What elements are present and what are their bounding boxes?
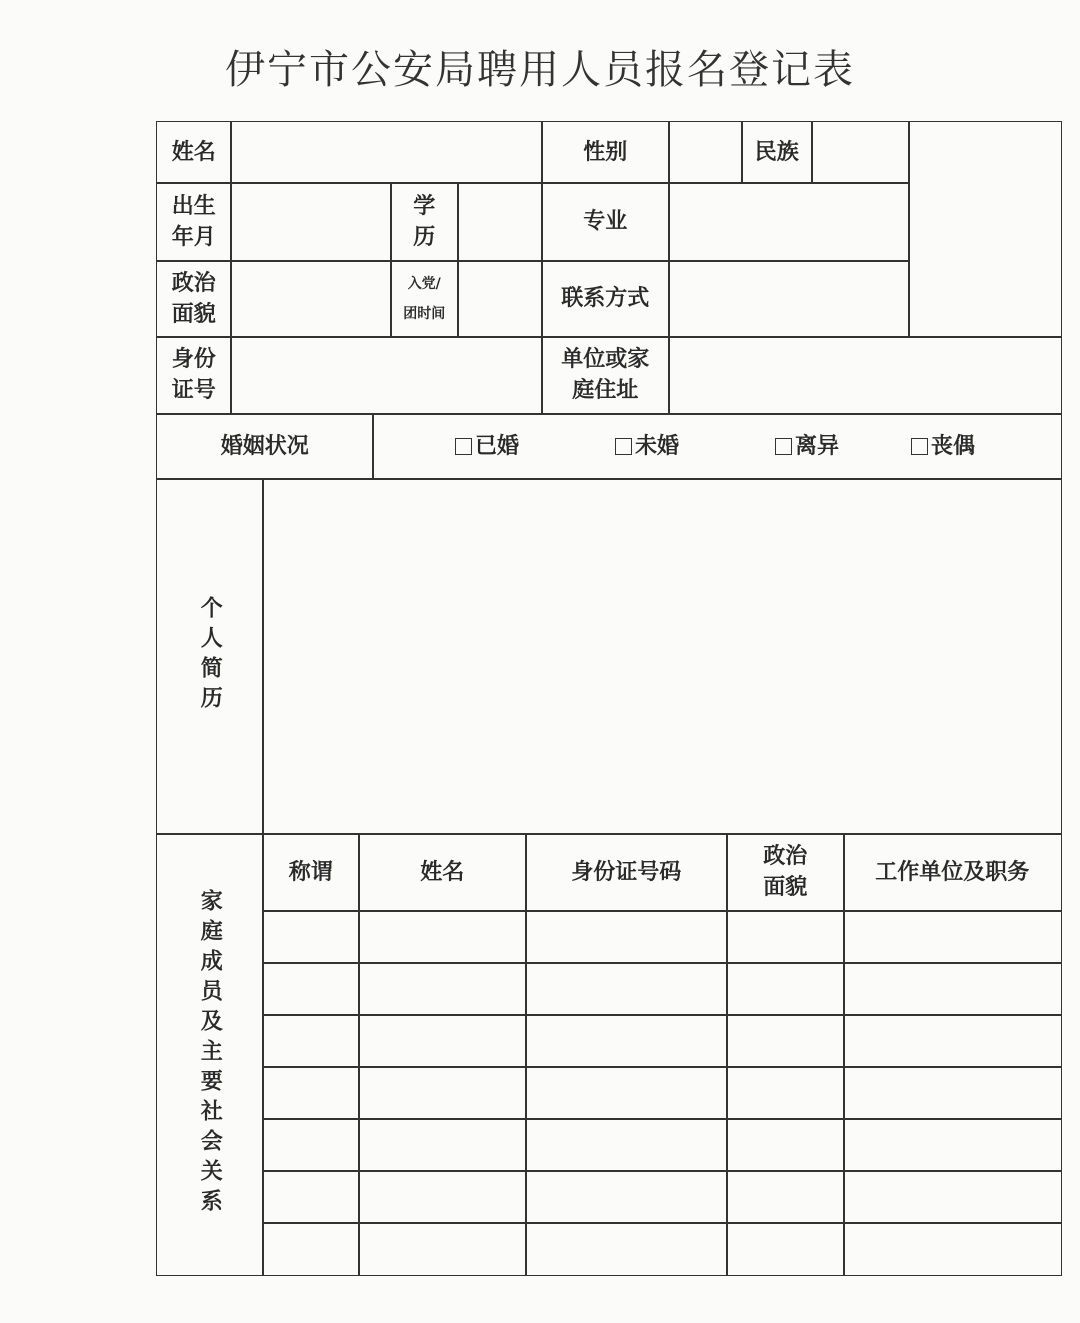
family-row-5-cell-4[interactable] xyxy=(726,1118,845,1172)
marital-option-label: 已婚 xyxy=(475,433,520,459)
family-row-2-cell-1[interactable] xyxy=(262,962,360,1016)
family-row-5-cell-5[interactable] xyxy=(843,1118,1062,1172)
label-party-date-text: 入党/ 团时间 xyxy=(403,275,446,322)
family-row-4-cell-5[interactable] xyxy=(843,1066,1062,1120)
family-row-6-cell-3[interactable] xyxy=(525,1170,728,1224)
label-political-text: 政治 面貌 xyxy=(171,270,216,327)
family-row-7-cell-2[interactable] xyxy=(358,1222,527,1276)
family-row-6-cell-1[interactable] xyxy=(262,1170,360,1224)
education-field[interactable] xyxy=(457,182,543,262)
family-row-5-cell-3[interactable] xyxy=(525,1118,728,1172)
family-header-5 xyxy=(843,833,1062,912)
family-header-1-text: 称谓 xyxy=(288,859,333,885)
family-row-6-cell-5[interactable] xyxy=(843,1170,1062,1224)
family-row-3-cell-5[interactable] xyxy=(843,1014,1062,1068)
contact-field[interactable] xyxy=(668,260,910,338)
political-field[interactable] xyxy=(230,260,392,338)
family-row-1-cell-2[interactable] xyxy=(358,910,527,964)
checkbox-icon[interactable] xyxy=(775,438,792,455)
family-row-1-cell-5[interactable] xyxy=(843,910,1062,964)
family-row-7-cell-4[interactable] xyxy=(726,1222,845,1276)
family-row-3-cell-3[interactable] xyxy=(525,1014,728,1068)
family-row-4-cell-2[interactable] xyxy=(358,1066,527,1120)
label-resume-text: 个人简历 xyxy=(197,596,223,717)
family-header-5-text: 工作单位及职务 xyxy=(875,859,1030,885)
family-row-1-cell-3[interactable] xyxy=(525,910,728,964)
marital-options xyxy=(372,413,1062,480)
marital-option-2[interactable] xyxy=(615,414,679,479)
family-row-4-cell-4[interactable] xyxy=(726,1066,845,1120)
family-row-7-cell-5[interactable] xyxy=(843,1222,1062,1276)
label-gender xyxy=(541,121,670,184)
address-field[interactable] xyxy=(668,336,1062,415)
label-contact xyxy=(541,260,670,338)
ethnicity-field[interactable] xyxy=(811,121,910,184)
family-row-3-cell-4[interactable] xyxy=(726,1014,845,1068)
label-birth xyxy=(156,182,232,262)
family-row-2-cell-2[interactable] xyxy=(358,962,527,1016)
label-political xyxy=(156,260,232,338)
label-family-text: 家庭成员及主要社会关系 xyxy=(197,889,223,1220)
marital-option-1[interactable] xyxy=(455,414,519,479)
family-row-2-cell-5[interactable] xyxy=(843,962,1062,1016)
family-row-1-cell-1[interactable] xyxy=(262,910,360,964)
family-header-4-text: 政治 面貌 xyxy=(763,844,808,901)
family-row-4-cell-3[interactable] xyxy=(525,1066,728,1120)
family-row-1-cell-4[interactable] xyxy=(726,910,845,964)
family-row-6-cell-4[interactable] xyxy=(726,1170,845,1224)
major-field[interactable] xyxy=(668,182,910,262)
label-major xyxy=(541,182,670,262)
marital-option-label: 未婚 xyxy=(635,433,680,459)
family-row-2-cell-4[interactable] xyxy=(726,962,845,1016)
family-row-7-cell-1[interactable] xyxy=(262,1222,360,1276)
label-contact-text: 联系方式 xyxy=(561,286,650,312)
form-title: 伊宁市公安局聘用人员报名登记表 xyxy=(225,47,855,93)
family-header-3-text: 身份证号码 xyxy=(571,859,682,885)
label-education-text: 学 历 xyxy=(413,193,436,250)
family-header-1 xyxy=(262,833,360,912)
resume-field[interactable] xyxy=(262,478,1062,835)
marital-option-3[interactable] xyxy=(775,414,839,479)
birth-field[interactable] xyxy=(230,182,392,262)
family-row-3-cell-2[interactable] xyxy=(358,1014,527,1068)
photo-area[interactable] xyxy=(908,121,1062,338)
checkbox-icon[interactable] xyxy=(615,438,632,455)
marital-option-label: 丧偶 xyxy=(931,433,976,459)
marital-option-label: 离异 xyxy=(795,433,840,459)
family-header-2-text: 姓名 xyxy=(420,859,465,885)
label-birth-text: 出生 年月 xyxy=(171,193,216,250)
label-education xyxy=(390,182,459,262)
label-major-text: 专业 xyxy=(583,209,628,235)
checkbox-icon[interactable] xyxy=(455,438,472,455)
label-marital-text: 婚姻状况 xyxy=(220,433,309,459)
family-row-7-cell-3[interactable] xyxy=(525,1222,728,1276)
gender-field[interactable] xyxy=(668,121,743,184)
family-header-2 xyxy=(358,833,527,912)
family-row-6-cell-2[interactable] xyxy=(358,1170,527,1224)
family-row-5-cell-1[interactable] xyxy=(262,1118,360,1172)
family-row-5-cell-2[interactable] xyxy=(358,1118,527,1172)
marital-option-4[interactable] xyxy=(911,414,975,479)
label-ethnicity-text: 民族 xyxy=(754,139,799,165)
label-family xyxy=(156,833,264,1276)
label-address-text: 单位或家 庭住址 xyxy=(561,347,650,404)
family-row-2-cell-3[interactable] xyxy=(525,962,728,1016)
checkbox-icon[interactable] xyxy=(911,438,928,455)
label-id-number-text: 身份 证号 xyxy=(171,347,216,404)
label-marital xyxy=(156,413,374,480)
family-header-4 xyxy=(726,833,845,912)
family-row-3-cell-1[interactable] xyxy=(262,1014,360,1068)
label-address xyxy=(541,336,670,415)
label-ethnicity xyxy=(741,121,813,184)
label-id-number xyxy=(156,336,232,415)
label-name-text: 姓名 xyxy=(171,139,216,165)
label-resume xyxy=(156,478,264,835)
family-header-3 xyxy=(525,833,728,912)
party-date-field[interactable] xyxy=(457,260,543,338)
id-number-field[interactable] xyxy=(230,336,543,415)
name-field[interactable] xyxy=(230,121,543,184)
label-name xyxy=(156,121,232,184)
label-party-date xyxy=(390,260,459,338)
label-gender-text: 性别 xyxy=(583,139,628,165)
family-row-4-cell-1[interactable] xyxy=(262,1066,360,1120)
